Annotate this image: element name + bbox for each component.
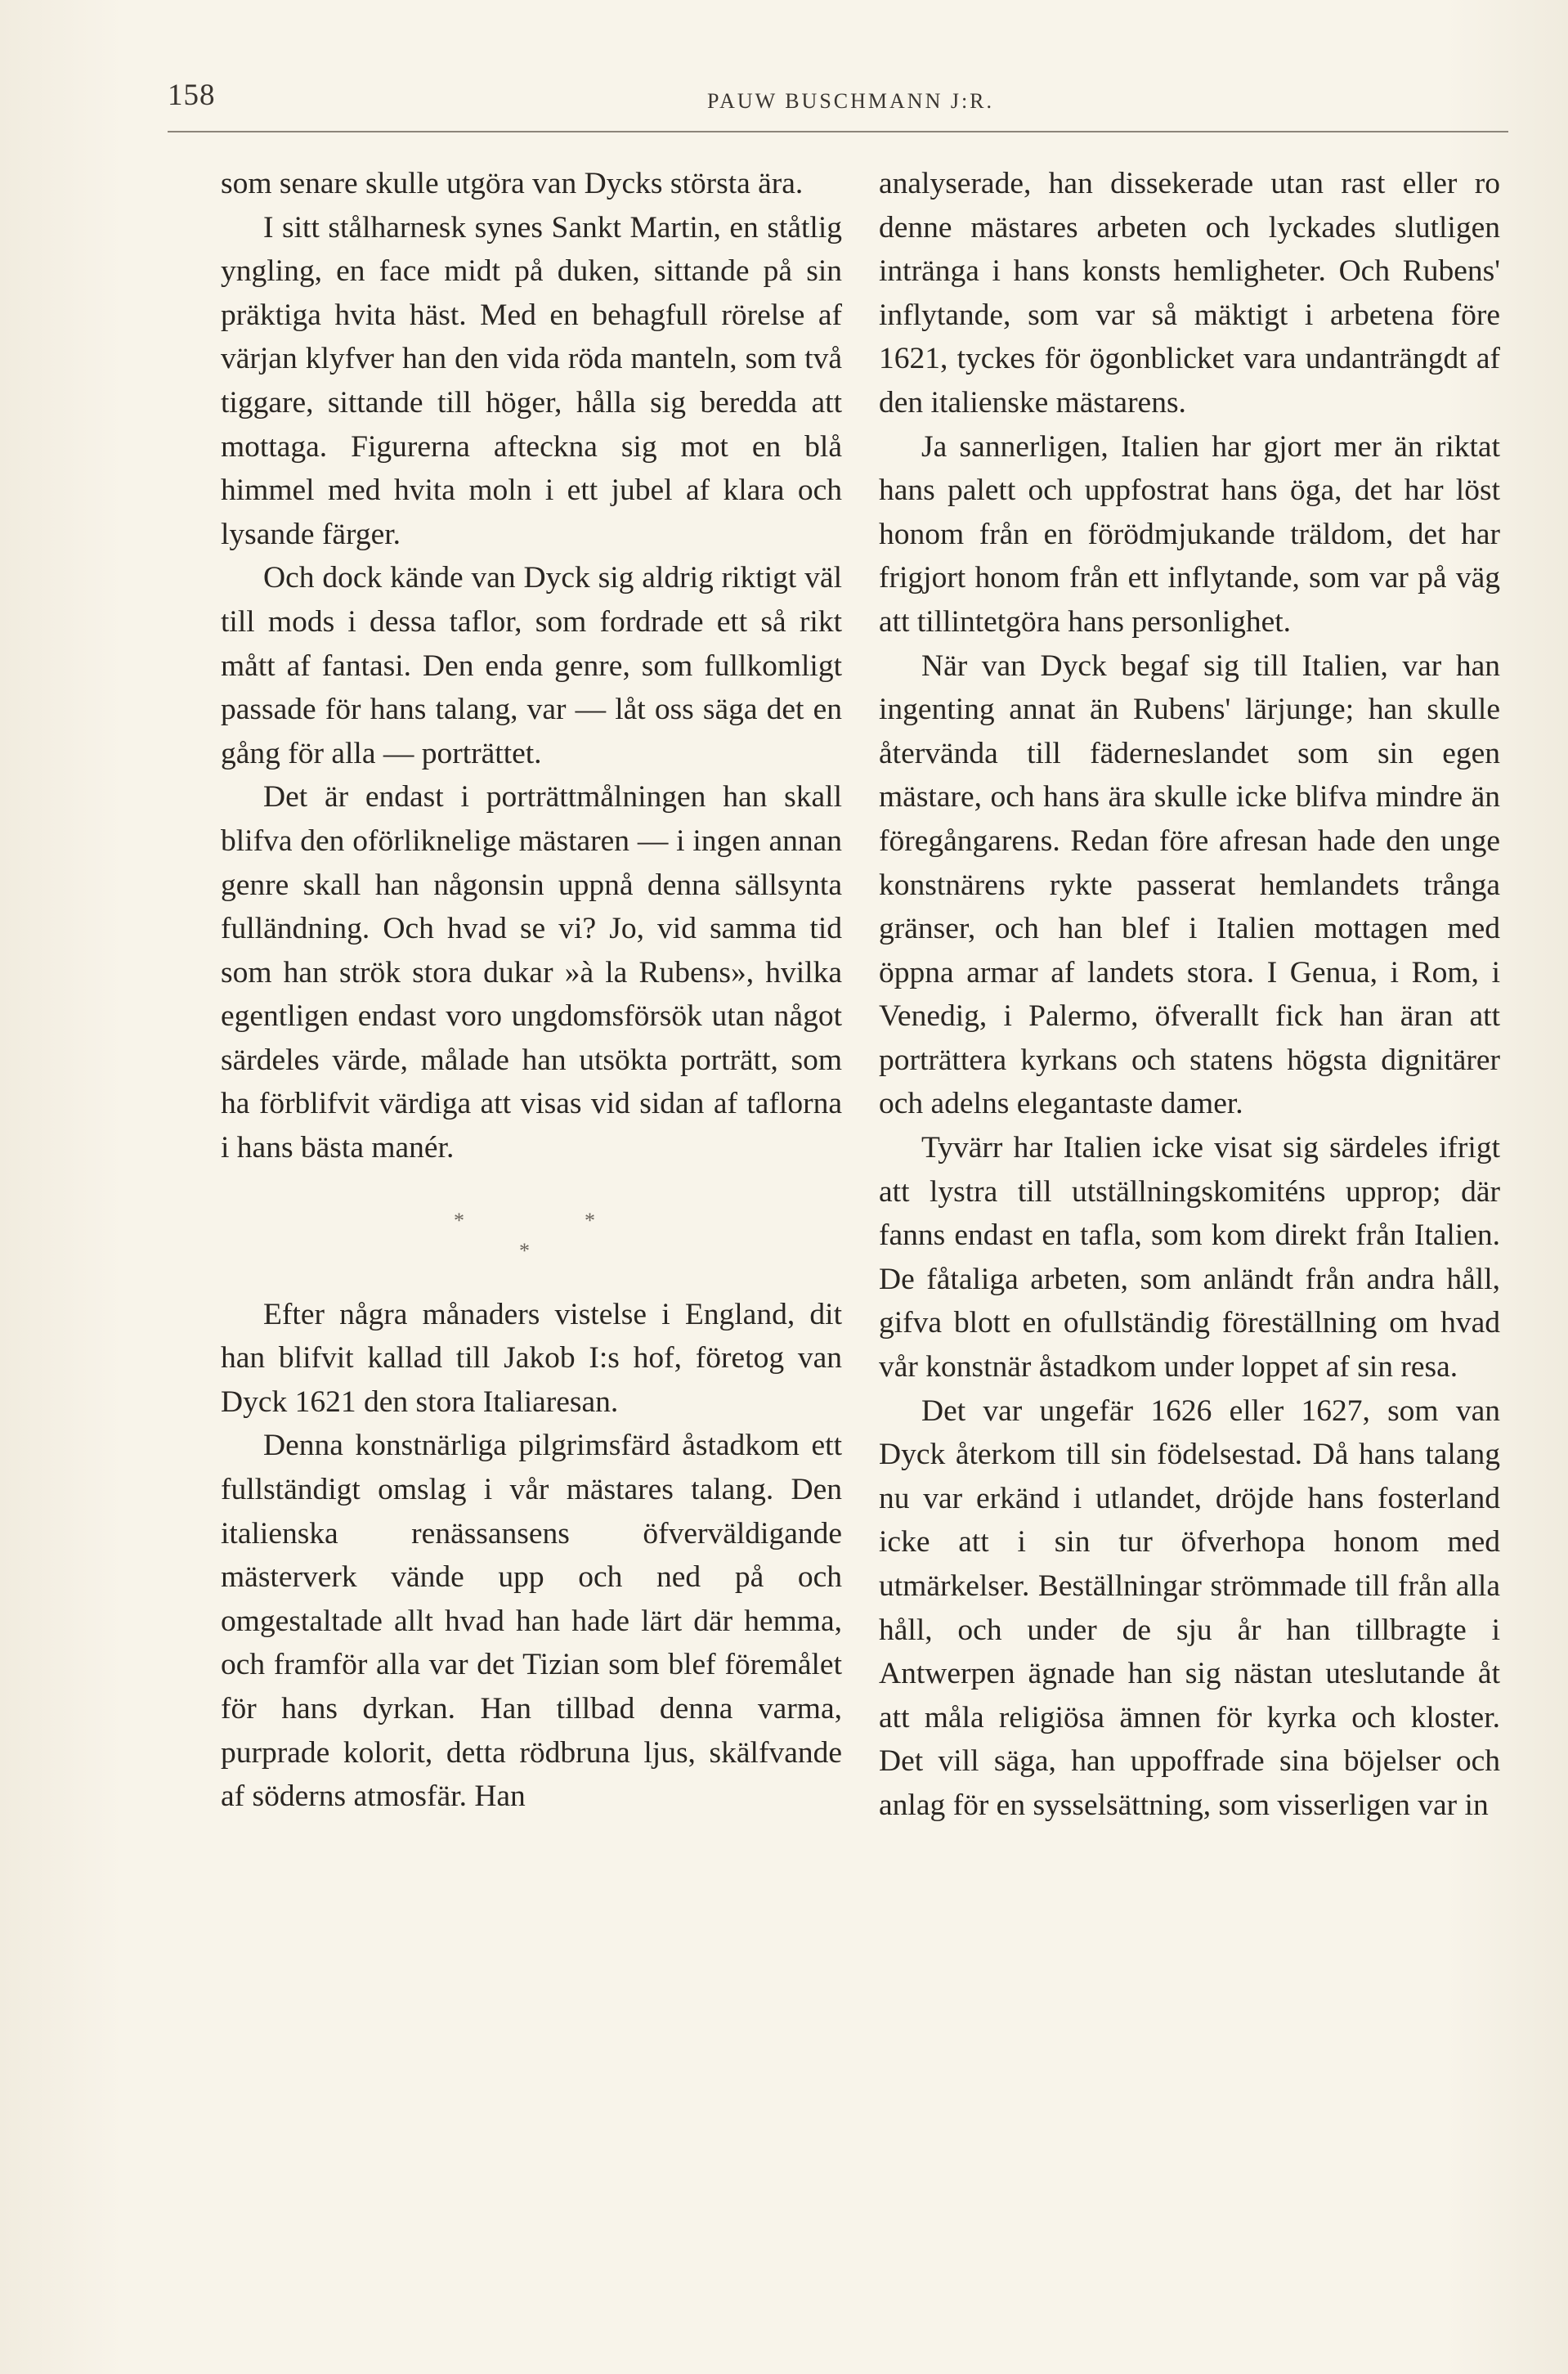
page-header	[168, 78, 1508, 127]
paragraph: Tyvärr har Italien icke visat sig särdeles ifrigt att lystra till utställningskomiténs upprop; där fanns endast en tafla, som kom direkt från Italien. De fåtaliga arbeten, som anländt från andra håll, gifva blott en ofullständig föreställning om hvad vår konstnär åstadkom under loppet af sin resa.	[879, 1131, 1500, 1384]
paragraph: Denna konstnärliga pilgrimsfärd åstadkom ett fullständigt omslag i vår mästares talang. Den italienska renässansens öfverväldigande mästerverk vände upp och ned på och omgestaltade allt hvad han hade lärt där hemma, och framför alla var det Tizian som blef föremålet för hans dyrkan. Han tillbad denna varma, purprade kolorit, detta rödbruna ljus, skälfvande af söderns atmosfär. Han	[221, 1429, 842, 1814]
paragraph: analyserade, han dissekerade utan rast eller ro denne mästares arbeten och lyckades slutligen intränga i hans konsts hemligheter. Och Rubens' inflytande, som var så mäktigt i arbetena före 1621, tyckes för ögonblicket vara undanträngdt af den italienske mästarens.	[879, 167, 1500, 420]
paragraph: som senare skulle utgöra van Dycks största ära.	[221, 167, 804, 200]
paragraph: Ja sannerligen, Italien har gjort mer än riktat hans palett och uppfostrat hans öga, det har löst honom från en förödmjukande träldom, det har frigjort honom från ett inflytande, som var på väg att tillintetgöra hans personlighet.	[879, 429, 1500, 639]
divider-asterisk: *	[519, 1238, 530, 1263]
header-rule	[168, 131, 1508, 132]
paragraph: Det var ungefär 1626 eller 1627, som van Dyck återkom till sin födelsestad. Då hans talang nu var erkänd i utlandet, dröjde hans fosterland icke att i sin tur öfverhopa honom med utmärkelser. Beställningar strömmade till från alla håll, och under de sju år han tillbragte i Antwerpen ägnade han sig nästan uteslutande åt att måla religiösa ämnen för kyrka och kloster. Det vill säga, han uppoffrade sina böjelser och anlag för en sysselsättning, som visserligen var in	[879, 1393, 1500, 1822]
running-head: PAUW BUSCHMANN J:R.	[707, 89, 995, 113]
paragraph: I sitt stålharnesk synes Sankt Martin, en ståtlig yngling, en face midt på duken, sittande på sin präktiga hvita häst. Med en behagfull rörelse af värjan klyfver han den vida röda manteln, som två tiggare, sittande till höger, hålla sig beredda att mottaga. Figurerna afteckna sig mot en blå himmel med hvita moln i ett jubel af klara och lysande färger.	[221, 210, 842, 551]
section-divider	[221, 1170, 842, 1293]
paragraph: När van Dyck begaf sig till Italien, var han ingenting annat än Rubens' lärjunge; han skulle återvända till fäderneslandet som sin egen mästare, och hans ära skulle icke blifva mindre än föregångarens. Redan före afresan hade den unge konstnärens rykte passerat hemlandets trånga gränser, och han blef i Italien mottagen med öppna armar af landets stora. I Genua, i Rom, i Venedig, i Palermo, öfverallt fick han äran att porträttera kyrkans och statens högsta dignitärer och adelns elegantaste damer.	[879, 648, 1500, 1121]
divider-asterisk: *	[454, 1208, 464, 1232]
left-column	[221, 162, 842, 1819]
page-number: 158	[168, 79, 216, 112]
divider-asterisk: *	[585, 1208, 595, 1232]
right-column	[879, 162, 1500, 1828]
paragraph: Det är endast i porträttmålningen han skall blifva den oförliknelige mästaren — i ingen annan genre skall han någonsin uppnå denna sällsynta fulländning. Och hvad se vi? Jo, vid samma tid som han strök stora dukar »à la Rubens», hvilka egentligen endast voro ungdomsförsök utan något särdeles värde, målade han utsökta porträtt, som ha förblifvit värdiga att visas vid sidan af taflorna i hans bästa manér.	[221, 780, 842, 1165]
paragraph: Och dock kände van Dyck sig aldrig riktigt väl till mods i dessa taflor, som fordrade ett så rikt mått af fantasi. Den enda genre, som fullkomligt passade för hans talang, var — låt oss säga det en gång för alla — porträttet.	[221, 561, 842, 770]
paragraph: Efter några månaders vistelse i England, dit han blifvit kallad till Jakob I:s hof, företog van Dyck 1621 den stora Italiaresan.	[221, 1297, 842, 1419]
